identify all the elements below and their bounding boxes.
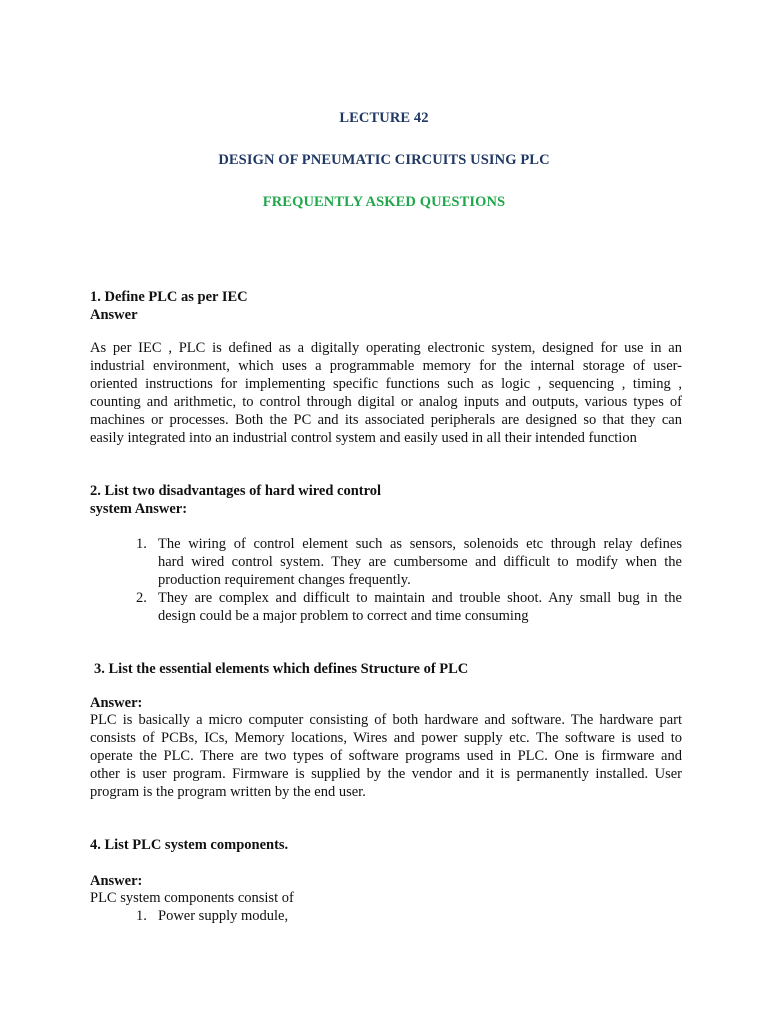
lecture-number: LECTURE 42 (339, 110, 429, 126)
list-item-number: 2. (136, 590, 147, 606)
answer-3-line: program is the program written by the end user. (90, 784, 366, 800)
list-item-line: The wiring of control element such as sensors, solenoids etc through relay defines (158, 536, 682, 552)
question-2: 2. List two disadvantages of hard wired control (90, 483, 382, 499)
answer-1-line: machines or processes. Both the PC and its associated peripherals are designed so that they can (90, 412, 682, 428)
question-1: 1. Define PLC as per IEC (90, 289, 248, 305)
list-item-line: design could be a major problem to correct and time consuming (158, 608, 529, 624)
list-item-line: They are complex and difficult to maintain and trouble shoot. Any small bug in the (158, 590, 682, 606)
question-3: 3. List the essential elements which defines Structure of PLC (94, 661, 469, 677)
list-item-text (158, 907, 682, 925)
question-2-continued: system Answer: (90, 501, 188, 517)
list-item-number: 1. (136, 536, 147, 552)
answer-1-line: As per IEC , PLC is defined as a digitally operating electronic system, designed for use in an (90, 340, 682, 356)
list-item-line: hard wired control system. They are cumbersome and difficult to modify when the (158, 554, 682, 570)
section-subtitle: FREQUENTLY ASKED QUESTIONS (262, 194, 506, 210)
answer-label-4: Answer: (90, 873, 143, 889)
answer-3-paragraph (90, 711, 682, 801)
list-item (90, 535, 682, 589)
answer-1-paragraph (90, 339, 682, 447)
answer-3-line: consists of PCBs, ICs, Memory locations, Wires and power supply etc. The software is used to (90, 730, 682, 746)
answer-label-3: Answer: (90, 695, 143, 711)
answer-label-1: Answer (90, 307, 138, 323)
document-title: DESIGN OF PNEUMATIC CIRCUITS USING PLC (218, 152, 550, 168)
answer-3-line: other is user program. Firmware is supplied by the vendor and it is permanently installed. User (90, 766, 682, 782)
list-item-number: 1. (136, 908, 147, 924)
answer-2-list (90, 535, 682, 625)
list-item (90, 589, 682, 625)
answer-3-line: operate the PLC. There are two types of software programs used in PLC. One is firmware and (90, 748, 682, 764)
answer-1-line: counting and arithmetic, to control through digital or analog inputs and outputs, various types of (90, 394, 682, 410)
answer-1-line: industrial environment, which uses a programmable memory for the internal storage of user- (90, 358, 682, 374)
list-item-line: production requirement changes frequently. (158, 572, 411, 588)
list-item (90, 907, 682, 925)
list-item-text (158, 589, 682, 625)
answer-3-line: PLC is basically a micro computer consisting of both hardware and software. The hardware part (90, 712, 682, 728)
answer-1-line: easily integrated into an industrial control system and easily used in all their intended function (90, 430, 637, 446)
list-item-line: Power supply module, (158, 908, 289, 924)
list-item-text (158, 535, 682, 589)
question-4: 4. List PLC system components. (90, 837, 289, 853)
answer-1-line: oriented instructions for implementing specific functions such as logic , sequencing , timing , (90, 376, 682, 392)
answer-4-list (90, 907, 682, 925)
answer-4-intro: PLC system components consist of (90, 890, 294, 906)
